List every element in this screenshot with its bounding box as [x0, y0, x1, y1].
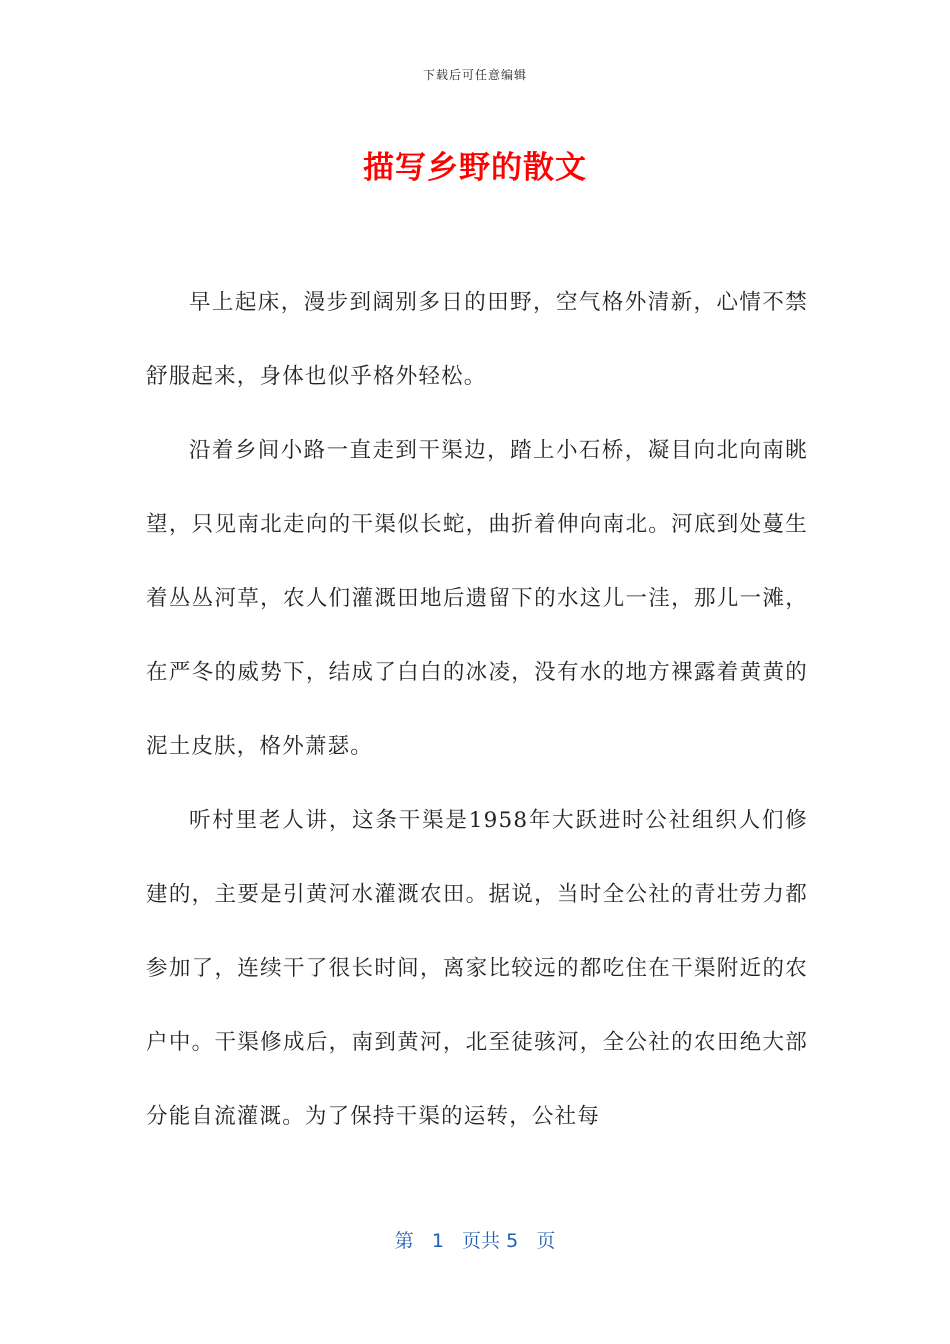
header-note: 下载后可任意编辑 [422, 68, 527, 82]
footer-label-of: 页共 [462, 1230, 501, 1252]
paragraph-3: 听村里老人讲，这条干渠是1958年大跃进时公社组织人们修建的，主要是引黄河水灌溉农田。据说，当时全公社的青壮劳力都参加了，连续干了很长时间，离家比较远的都吃住在干渠附近的农户中。干渠修成后，南到黄河，北至徒骇河，全公社的农田绝大部分能自流灌溉。为了保持干渠的运转，公社每 [146, 808, 808, 1129]
footer-label-end: 页 [536, 1230, 556, 1252]
article-body [146, 266, 808, 1154]
page-title: 描写乡野的散文 [363, 150, 587, 186]
footer-total-pages: 5 [506, 1230, 519, 1252]
footer-label-page: 第 [394, 1230, 414, 1252]
page-footer [0, 1226, 950, 1253]
paragraph-1: 早上起床，漫步到阔别多日的田野，空气格外清新，心情不禁舒服起来，身体也似乎格外轻松。 [146, 290, 808, 389]
paragraph-2: 沿着乡间小路一直走到干渠边，踏上小石桥，凝目向北向南眺望，只见南北走向的干渠似长蛇，曲折着伸向南北。河底到处蔓生着丛丛河草，农人们灌溉田地后遗留下的水这儿一洼，那儿一滩，在严冬的威势下，结成了白白的冰凌，没有水的地方裸露着黄黄的泥土皮肤，格外萧瑟。 [146, 438, 808, 759]
footer-current-page: 1 [431, 1230, 444, 1252]
